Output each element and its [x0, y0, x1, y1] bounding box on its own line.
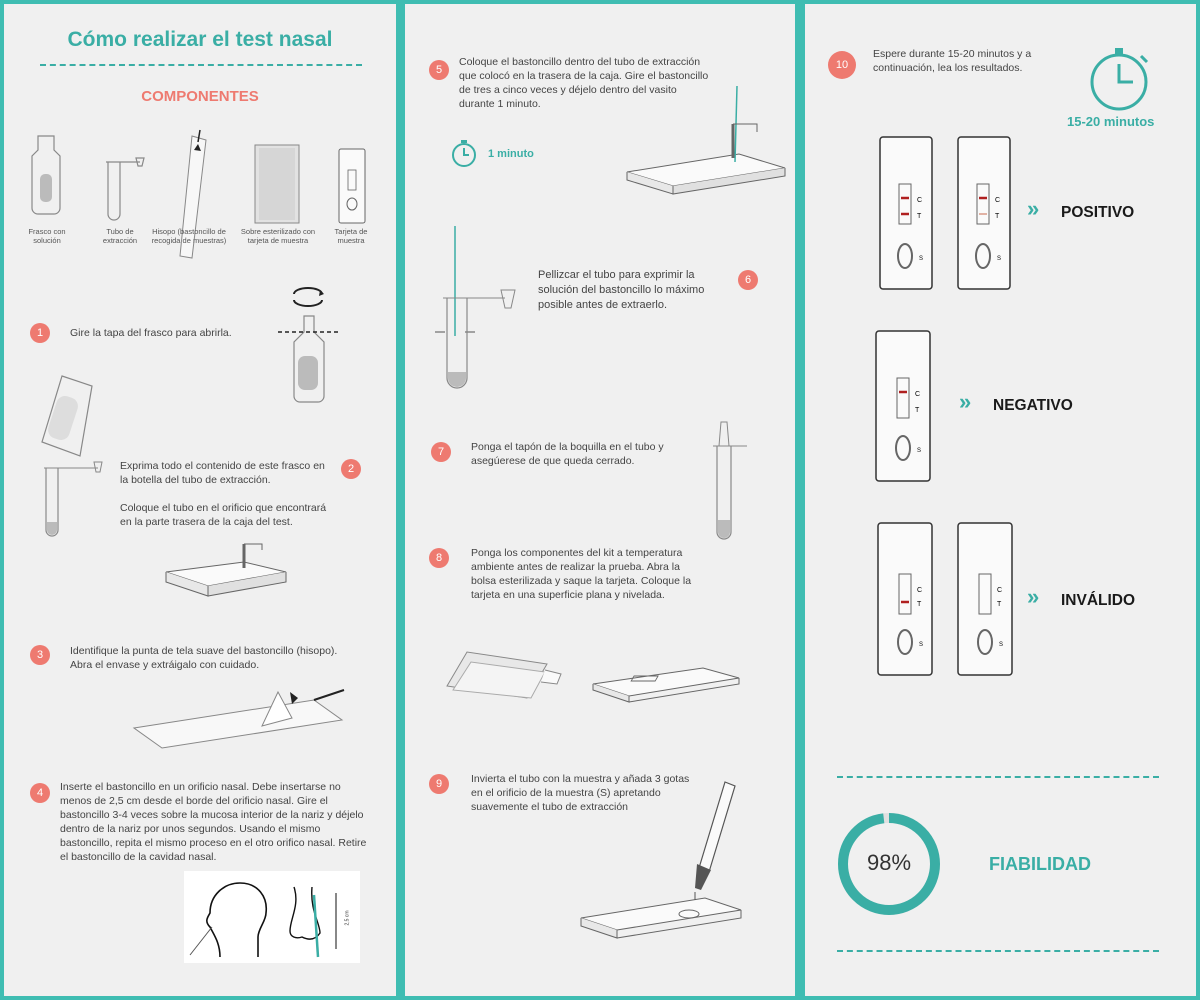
step-7-badge: 7 — [431, 442, 451, 462]
svg-text:T: T — [995, 213, 1000, 220]
tube-in-box-illustration — [162, 538, 290, 598]
one-minute-timer-icon — [451, 140, 479, 168]
result-negative: NEGATIVO — [993, 397, 1073, 414]
component-caption-envelope: Sobre esterilizado con tarjeta de muestra — [240, 227, 316, 246]
tube-illustration — [104, 156, 152, 224]
one-minute-label: 1 minuto — [488, 148, 534, 160]
svg-text:C: C — [995, 197, 1001, 204]
svg-text:T: T — [915, 407, 920, 414]
component-caption-tube: Tubo de extracción — [102, 227, 138, 246]
card-drawing — [875, 330, 931, 482]
panel-right — [805, 4, 1196, 996]
divider-top — [837, 776, 1159, 778]
chevron-invalid-icon: » — [1027, 584, 1033, 609]
step-8-text: Ponga los componentes del kit a temperatura ambiente antes de realizar la prueba. Abra la bolsa esterilizada y saque la tarjeta. Coloque la tarjeta en una superficie plana y nivelada. — [471, 547, 692, 601]
sterile-envelope-illustration — [254, 144, 300, 224]
step-7-text: Ponga el tapón de la boquilla en el tubo y asegúerese de que queda cerrado. — [471, 441, 664, 467]
vial-illustration — [28, 134, 64, 224]
svg-text:S: S — [999, 642, 1004, 648]
step-2-text-2: Coloque el tubo en el orificio que encontrará en la parte trasera de la caja del test. — [120, 502, 327, 528]
svg-text:T: T — [917, 601, 922, 608]
chevron-negative-icon: » — [959, 389, 965, 414]
step-6-text: Pellizcar el tubo para exprimir la solución del bastoncillo lo máximo posible antes de extraerlo. — [538, 269, 705, 311]
reliability-value: 98% — [866, 850, 912, 875]
page-title: Cómo realizar el test nasal — [67, 28, 333, 51]
svg-text:S: S — [997, 256, 1002, 262]
svg-text:C: C — [997, 587, 1003, 594]
test-card-illustration — [338, 148, 366, 224]
step-4-badge: 4 — [30, 783, 50, 803]
result-invalid: INVÁLIDO — [1061, 592, 1136, 609]
step-10-text: Espere durante 15-20 minutos y a continuación, lea los resultados. — [873, 48, 1032, 74]
step-10-badge: 10 — [828, 51, 856, 79]
svg-text:T: T — [917, 213, 922, 220]
step-5-text: Coloque el bastoncillo dentro del tubo de extracción que colocó en la trasera de la caja. Gire el bastoncillo de tres a cinco veces y déjelo dentro del vasito durante 1 minuto. — [459, 56, 709, 110]
stopwatch-icon — [1089, 42, 1153, 112]
components-heading: COMPONENTES — [141, 88, 259, 105]
step-3-badge: 3 — [30, 645, 50, 665]
capped-tube-illustration — [707, 420, 753, 544]
panel-left — [4, 4, 396, 996]
swab-in-tube-box-illustration — [623, 86, 787, 196]
open-pouch-illustration — [445, 648, 565, 700]
timer-long-label: 15-20 minutos — [1067, 114, 1155, 129]
svg-text:C: C — [915, 391, 921, 398]
step-2-badge: 2 — [341, 459, 361, 479]
chevron-positive-icon: » — [1027, 196, 1033, 221]
step-1-text: Gire la tapa del frasco para abrirla. — [70, 327, 232, 339]
pinch-tube-illustration — [431, 226, 531, 396]
title-divider — [40, 64, 362, 66]
swab-package-open-illustration — [128, 684, 354, 766]
step-5-badge: 5 — [429, 60, 449, 80]
component-caption-swab: Hisopo (bastoncillo de recogida de muestras) — [151, 227, 227, 246]
squeeze-vial-into-tube-illustration — [38, 374, 108, 542]
svg-text:S: S — [917, 448, 922, 454]
step-3-text: Identifique la punta de tela suave del bastoncillo (hisopo). Abra el envase y extráigalo con cuidado. — [70, 645, 338, 671]
svg-text:C: C — [917, 587, 923, 594]
svg-text:C: C — [917, 197, 923, 204]
depth-label: 2,5 cm — [344, 910, 351, 926]
reliability-label: FIABILIDAD — [989, 854, 1091, 874]
step-4-text: Inserte el bastoncillo en un orificio nasal. Debe insertarse no menos de 2,5 cm desde el borde del orificio nasal. Gire el bastoncillo 3-4 veces sobre la mucosa interior de la nariz y déjelo dentro de la nariz por unos segundos. Usando el mismo bastoncillo, repita el mismo proceso en el otro orifico nasal. Retire el bastoncillo de la cavidad nasal. — [60, 781, 367, 863]
result-positive: POSITIVO — [1061, 204, 1135, 221]
head-profile-illustration — [190, 877, 270, 959]
card-on-surface-illustration — [591, 664, 741, 704]
step-6-badge: 6 — [738, 270, 758, 290]
card-drawing — [879, 136, 933, 290]
vial-cap-rotate-illustration — [274, 286, 344, 414]
component-caption-card: Tarjeta de muestra — [334, 227, 368, 246]
svg-text:T: T — [997, 601, 1002, 608]
step-1-badge: 1 — [30, 323, 50, 343]
step-8-badge: 8 — [429, 548, 449, 568]
nasal-insertion-panel — [184, 871, 360, 963]
step-9-badge: 9 — [429, 774, 449, 794]
card-drawing — [957, 522, 1013, 676]
svg-text:S: S — [919, 256, 924, 262]
add-drops-illustration — [577, 780, 747, 944]
component-caption-vial: Frasco con solución — [28, 227, 66, 246]
step-9-text: Invierta el tubo con la muestra y añada 3 gotas en el orificio de la muestra (S) apretando suavemente el tubo de extracción — [471, 773, 690, 813]
svg-text:S: S — [919, 642, 924, 648]
card-drawing — [957, 136, 1011, 290]
step-2-text: Exprima todo el contenido de este frasco en la botella del tubo de extracción. — [120, 460, 325, 486]
divider-bottom — [837, 950, 1159, 952]
panel-middle — [405, 4, 795, 996]
card-drawing — [877, 522, 933, 676]
nose-depth-illustration — [284, 885, 354, 959]
